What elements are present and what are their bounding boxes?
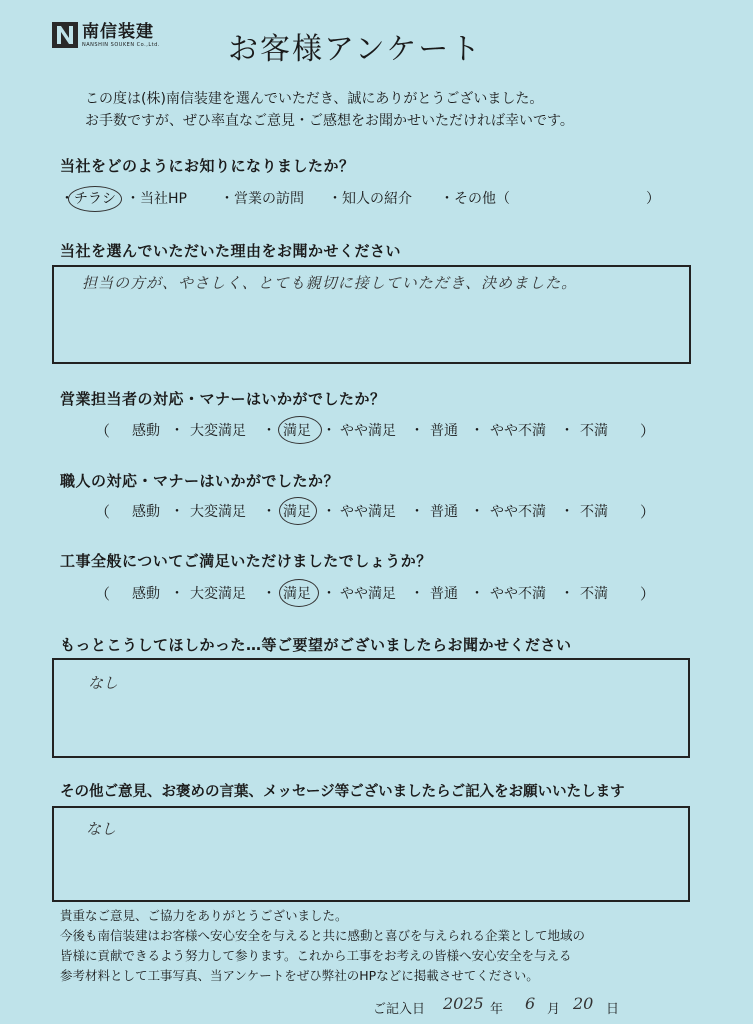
q5-option-somewhat-dissatisfied[interactable]: やや不満 xyxy=(490,586,546,602)
q5-option-neutral[interactable]: 普通 xyxy=(430,586,458,602)
footer-line-2: 今後も南信装建はお客様へ安心安全を与えると共に感動と喜びを与えられる企業として地域の xyxy=(60,928,586,943)
q5-rating-row: （ 感動 ・ 大変満足 ・ 満足 ・ やや満足 ・ 普通 ・ やや不満 ・ 不満 ） xyxy=(95,585,656,603)
q4-option-dissatisfied[interactable]: 不満 xyxy=(580,504,608,520)
footer-line-4: 参考材料として工事写真、当アンケートをぜひ弊社のHPなどに掲載させてください。 xyxy=(60,968,539,983)
intro-line-2: お手数ですが、ぜひ率直なご意見・ご感想をお聞かせいただければ幸いです。 xyxy=(85,113,574,129)
entry-date-day-unit: 日 xyxy=(606,1002,620,1017)
q7-handwritten-answer: なし xyxy=(86,820,117,838)
q2-handwritten-answer: 担当の方が、やさしく、とても親切に接していただき、決めました。 xyxy=(82,274,578,292)
q4-option-somewhat-dissatisfied[interactable]: やや不満 xyxy=(490,504,546,520)
q3-option-dissatisfied[interactable]: 不満 xyxy=(580,423,608,439)
q1-option-sales-visit[interactable]: 営業の訪問 xyxy=(234,191,304,207)
page-title: お客様アンケート xyxy=(228,32,483,67)
entry-date-year-unit: 年 xyxy=(490,1002,504,1017)
company-name: 南信装建 xyxy=(82,22,154,42)
selection-circle-q4 xyxy=(279,497,317,525)
q7-answer-box[interactable] xyxy=(52,806,690,902)
q1-option-referral[interactable]: 知人の紹介 xyxy=(342,191,412,207)
q4-question: 職人の対応・マナーはいかがでしたか？ xyxy=(60,472,340,490)
entry-date xyxy=(373,994,673,1020)
q5-option-satisfied[interactable]: 満足 xyxy=(283,586,311,602)
entry-date-day: 20 xyxy=(573,994,594,1013)
footer-line-1: 貴重なご意見、ご協力をありがとうございました。 xyxy=(60,908,348,923)
footer-line-3: 皆様に貢献できるよう努力して参ります。これから工事をお考えの皆様へ安心安全を与える xyxy=(60,948,572,963)
q3-option-somewhat-dissatisfied[interactable]: やや不満 xyxy=(490,423,546,439)
company-logo-icon xyxy=(52,22,78,48)
q2-question: 当社を選んでいただいた理由をお聞かせください xyxy=(60,242,402,260)
q3-rating-row: （ 感動 ・ 大変満足 ・ 満足 ・ やや満足 ・ 普通 ・ やや不満 ・ 不満 ） xyxy=(95,422,656,440)
q4-option-moved[interactable]: 感動 xyxy=(132,504,160,520)
q1-option-flyer[interactable]: チラシ xyxy=(74,191,116,207)
entry-date-month: 6 xyxy=(525,994,536,1013)
q1-option-other[interactable]: その他（ xyxy=(454,191,510,207)
q5-option-very-satisfied[interactable]: 大変満足 xyxy=(190,586,246,602)
q4-option-satisfied[interactable]: 満足 xyxy=(283,504,311,520)
q5-option-somewhat-satisfied[interactable]: やや満足 xyxy=(340,586,396,602)
q3-option-moved[interactable]: 感動 xyxy=(132,423,160,439)
q1-option-other-close: ） xyxy=(646,191,660,207)
q4-option-very-satisfied[interactable]: 大変満足 xyxy=(190,504,246,520)
q1-question: 当社をどのようにお知りになりましたか？ xyxy=(60,157,355,175)
entry-date-year: 2025 xyxy=(443,994,484,1013)
company-logo xyxy=(52,22,160,49)
q3-option-neutral[interactable]: 普通 xyxy=(430,423,458,439)
q5-option-moved[interactable]: 感動 xyxy=(132,586,160,602)
q3-option-satisfied[interactable]: 満足 xyxy=(283,423,311,439)
q6-question: もっとこうしてほしかった…等ご要望がございましたらお聞かせください xyxy=(60,636,572,654)
q3-option-very-satisfied[interactable]: 大変満足 xyxy=(190,423,246,439)
selection-circle-q5 xyxy=(279,579,319,607)
q5-option-dissatisfied[interactable]: 不満 xyxy=(580,586,608,602)
selection-circle-q1 xyxy=(68,186,122,212)
q6-handwritten-answer: なし xyxy=(88,674,119,692)
entry-date-label: ご記入日 xyxy=(373,1002,426,1017)
q4-option-neutral[interactable]: 普通 xyxy=(430,504,458,520)
q4-rating-row: （ 感動 ・ 大変満足 ・ 満足 ・ やや満足 ・ 普通 ・ やや不満 ・ 不満 ） xyxy=(95,503,656,521)
entry-date-month-unit: 月 xyxy=(547,1002,561,1017)
q3-question: 営業担当者の対応・マナーはいかがでしたか？ xyxy=(60,390,386,408)
q4-option-somewhat-satisfied[interactable]: やや満足 xyxy=(340,504,396,520)
q6-answer-box[interactable] xyxy=(52,658,690,758)
q3-option-somewhat-satisfied[interactable]: やや満足 xyxy=(340,423,396,439)
q7-question: その他ご意見、お褒めの言葉、メッセージ等ございましたらご記入をお願いいたします xyxy=(60,784,625,800)
company-romaji: NANSHIN SOUKEN Co.,Ltd. xyxy=(82,42,160,48)
q5-question: 工事全般についてご満足いただけましたでしょうか？ xyxy=(60,552,432,570)
intro-line-1: この度は(株)南信装建を選んでいただき、誠にありがとうございました。 xyxy=(85,91,544,107)
q1-option-website[interactable]: 当社HP xyxy=(140,191,187,207)
q1-options: ・ チラシ ・ 当社HP ・ 営業の訪問 ・ 知人の紹介 ・ その他（ ） xyxy=(60,188,700,210)
selection-circle-q3 xyxy=(278,416,322,444)
